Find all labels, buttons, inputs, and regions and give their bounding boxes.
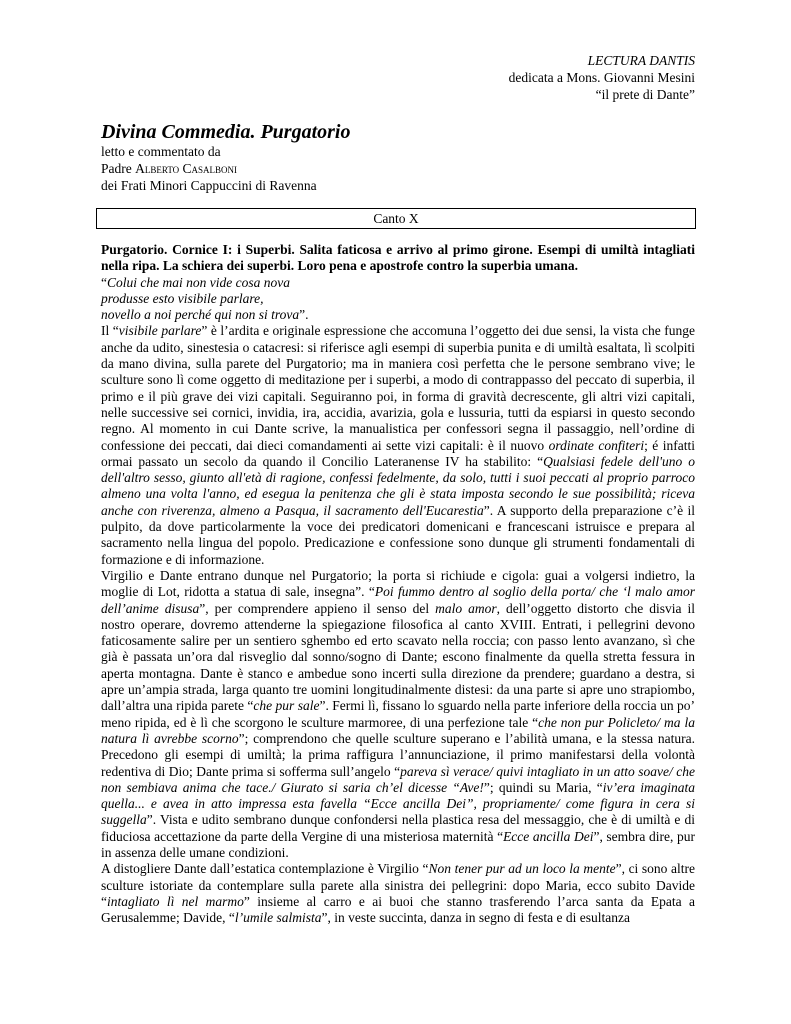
title-block [101,121,350,194]
text-run: ”, per comprendere appieno il senso del [199,600,436,616]
author-last-name: Casalboni [182,161,238,176]
italic-run: visibile parlare [118,323,202,339]
italic-run: pareva sì verace/ quivi intagliato in un atto soave/ che non sembiava anima che tace./ Giurato si saria ch’el dicesse “Ave! [101,763,695,795]
text-run: ”, ci sono altre sculture istoriate da contemplare sulla parete alla sinistra dei pellegrini: dopo Maria, ecco subito Davide “ [101,861,695,909]
italic-run: ordinate confiteri [548,437,645,453]
canto-summary: Purgatorio. Cornice I: i Superbi. Salita faticosa e arrivo al primo girone. Esempi di umiltà intagliati nella ripa. La schiera dei superbi. Loro pena e apostrofe contro la superbia umana. [101,242,695,274]
work-title: Divina Commedia. Purgatorio [101,121,351,143]
verse-line: “Colui che mai non vide cosa nova [101,274,290,290]
commentary-line: letto e commentato da [101,144,221,159]
order-line: dei Frati Minori Cappuccini di Ravenna [101,178,317,193]
italic-run: l’umile salmista [234,910,322,926]
verse-text: produsse esto visibile parlare, [101,290,264,306]
italic-run: che pur sale [253,698,320,714]
dedication-line: dedicata a Mons. Giovanni Mesini [508,70,695,85]
text-run: ”; quindi su Maria, “ [483,779,603,795]
text-run: ” è l’ardita e originale espressione che accomuna l’oggetto dei due sensi, la vista che funge anche da udito, sinestesia o catacresi: si riferisce agli esempi di superbia punita e di umiltà esaltata, lì scolpiti da mano divina, sulla parete del Purgatorio; ma in maniera così perfetta che le persone sembrano vive; le sculture sono lì come oggetto di meditazione per i superbi, a modo di contrappasso del peccato di superbia, il primo e il più grave dei vizi capitali. Seguiranno poi, in forma di gravità decrescente, gli altri vizi capitali, nelle successive sei cornici, invidia, ira, accidia, avarizia, gola e lussuria, tutti da espiarsi in questo secondo regno. Al momento in cui Dante scrive, la manualistica per confessori segna il passaggio, nell’ordine di confessione dei peccati, dai dieci comandamenti ai sette vizi capitali: è il nuovo [101,323,695,453]
text-run: ”. Vista e udito sembrano dunque confondersi nella plastica resa del messaggio, che è di umiltà e di fiduciosa accettazione da parte della Vergine di una misteriosa maternità “ [101,812,695,844]
author-line [101,160,350,177]
italic-run: Non tener pur ad un loco la mente [428,861,616,877]
text-run: ”. Fermi lì, fissano lo sguardo nella parte inferiore della roccia un po’ meno ripida, ed è lì che scorgono le sculture marmoree, di una perfezione tale “ [101,698,695,730]
body-text [101,242,695,926]
paragraph [101,568,695,861]
text-run: , dell’oggetto distorto che disvia il nostro operare, dovremo attenderne la spiegazione filosofica al canto XVIII. Entrati, i pellegrini devono faticosamente salire per un sentiero sghembo ed erto scavato nella roccia; con passo lento avanzano, sì che già è passata un’ora dal risveglio dal sonno/sogno di Dante; escono finalmente da quella stretta fessura in aperta montagna. Dante è stanco e ambedue sono incerti sulla direzione da prendere; guardano a destra, si apre un’ampia strada, larga quanto tre uomini longitudinalmente distesi: da una parte si apre uno strapiombo, dall’altra una ripida parete “ [101,600,695,714]
italic-run: che non pur Policleto/ ma la natura lì avrebbe scorno [101,714,695,746]
paragraph [101,861,695,926]
series-title: LECTURA DANTIS [587,53,695,68]
author-prefix: Padre [101,161,136,176]
verse-text: Colui che mai non vide cosa nova [107,274,290,290]
italic-run: Qualsiasi fedele dell'uno o dell'altro sesso, giunto all'età di ragione, confessi fedelmente, da solo, tutti i suoi peccati al proprio parroco almeno una volta l'anno, ed esegua la penitenza che gli è stata imposta secondo le sue possibilità; riceva anche con riverenza, almeno a Pasqua, il sacramento dell'Eucarestia [101,453,695,518]
italic-run: malo amor [435,600,497,616]
italic-run: iv’era imaginata quella... e avea in atto impressa esta favella “Ecce ancilla Dei”, propriamente/ come figura in cera si suggella [101,779,695,828]
text-run: ”; comprendono che quelle sculture superano e l’abilità umana, e la stessa natura. Precedono gli esempi di umiltà; la prima raffigura l’annunciazione, il primo manifestarsi della volontà redentiva di Dio; Dante prima si sofferma sull’angelo “ [101,730,695,779]
nickname-line: “il prete di Dante” [595,87,695,102]
verse-line: novello a noi perché qui non si trova”. [101,307,309,323]
text-run: ”, in veste succinta, danza in segno di festa e di esultanza [321,910,630,926]
text-run: ”, sembra dire, pur in assenza delle umane condizioni. [101,828,695,860]
text-run: ”. A supporto della preparazione c’è il pulpito, da dove particolarmente la voce dei predicatori domenicani e francescani istruisce e prepara al sacramento nella lingua del popolo. Predicazione e confessione sono dunque gli strumenti fondamentali di formazione e di informazione. [101,502,695,567]
paragraph [101,323,695,567]
text-run: A distogliere Dante dall’estatica contemplazione è Virgilio “ [101,861,429,877]
verse-line [101,291,695,307]
text-run: Il “ [101,323,119,339]
document-header [509,52,695,103]
italic-run: Ecce ancilla Dei [503,828,594,844]
canto-heading: Canto X [96,208,696,229]
italic-run: intagliato lì nel marmo [107,893,244,909]
italic-run: Poi fummo dentro al soglio della porta/ che ‘l malo amor dell’anime disusa [101,584,695,616]
text-run: ; é infatti ormai passato un secolo da quando il Concilio Lateranense IV ha stabilito: “ [101,437,696,469]
verse-text: novello a noi perché qui non si trova [101,307,300,323]
text-run: Virgilio e Dante entrano dunque nel Purgatorio; la porta si richiude e cigola: guai a volgersi indietro, la moglie di Lot, ridotta a statua di sale, insegna”. “ [101,567,695,600]
text-run: ” insieme al carro e ai buoi che stanno trasferendo l’arca santa da Epata a Gerusalemme; Davide, “ [101,893,695,926]
author-first-name: Alberto [135,161,180,176]
